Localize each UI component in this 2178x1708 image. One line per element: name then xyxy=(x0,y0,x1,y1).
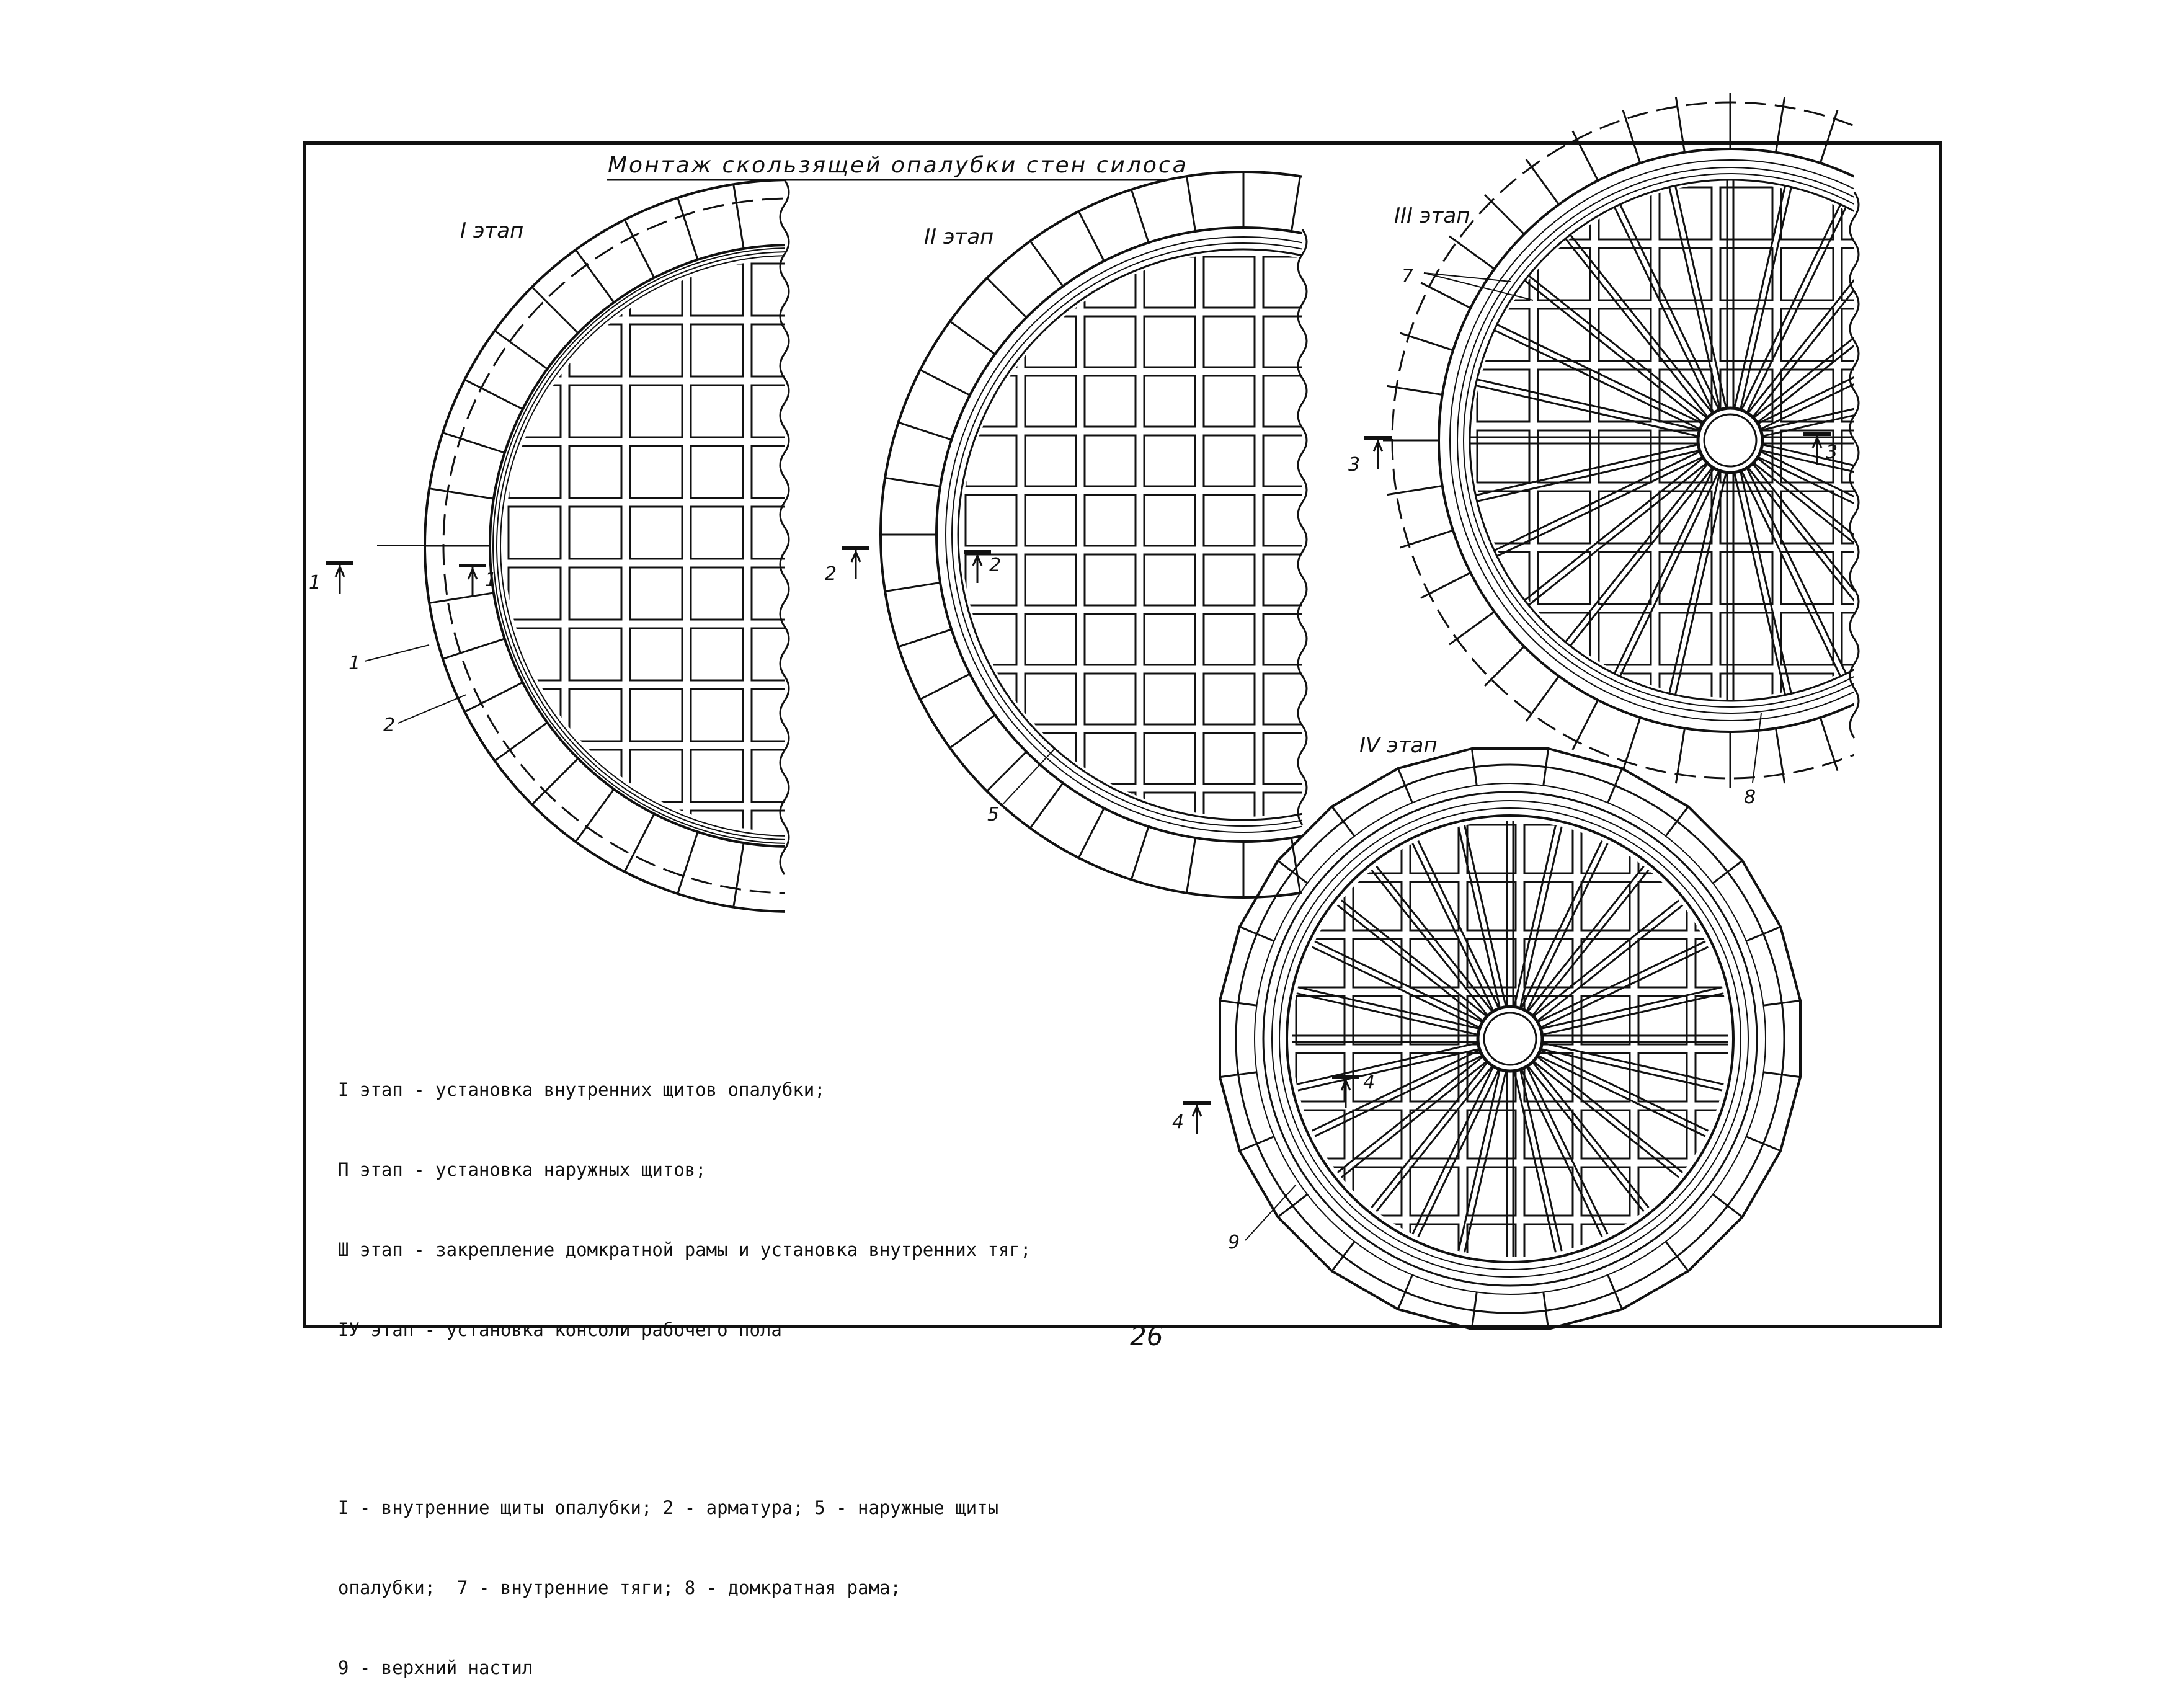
section-mark-2-right: 2 xyxy=(989,554,1002,576)
legend-line-1: I этап - установка внутренних щитов опалубки; xyxy=(338,1079,825,1100)
legend-line-6: опалубки; 7 - внутренние тяги; 8 - домкратная рама; xyxy=(338,1577,901,1598)
section-mark-4-left: 4 xyxy=(1172,1111,1185,1133)
section-mark-1-left: 1 xyxy=(309,572,321,594)
drawing-title: Монтаж скользящей опалубки стен силоса xyxy=(608,153,1188,178)
stage-3-plan xyxy=(1364,93,2078,788)
section-mark-2-left: 2 xyxy=(825,563,837,585)
callout-5: 5 xyxy=(987,804,1000,825)
legend-line-3: Ш этап - закрепление домкратной рамы и установка внутренних тяг; xyxy=(338,1239,1031,1260)
callout-1: 1 xyxy=(349,652,361,674)
section-mark-4-right: 4 xyxy=(1363,1072,1376,1093)
legend-line-2: П этап - установка наружных щитов; xyxy=(338,1159,706,1180)
callout-8: 8 xyxy=(1744,786,1756,808)
page-number: 26 xyxy=(1130,1321,1163,1351)
stage-2-label: II этап xyxy=(924,225,994,249)
section-mark-3-right: 3 xyxy=(1826,442,1838,463)
section-mark-3-left: 3 xyxy=(1348,454,1361,476)
callout-7: 7 xyxy=(1402,265,1414,287)
stage-1-label: I этап xyxy=(460,218,524,243)
stage-4-plan xyxy=(1183,749,1800,1329)
callout-2: 2 xyxy=(383,714,396,736)
legend xyxy=(338,1023,1031,1708)
legend-gap xyxy=(338,1397,1031,1441)
legend-line-7: 9 - верхний настил xyxy=(338,1657,533,1678)
stage-4-label: IV этап xyxy=(1359,733,1438,758)
section-mark-1-right: 1 xyxy=(485,569,497,591)
callout-9: 9 xyxy=(1228,1232,1240,1253)
legend-line-4: IУ этап - установка консоли рабочего пола xyxy=(338,1319,782,1340)
stage-3-label: III этап xyxy=(1394,203,1470,228)
stage-2-plan xyxy=(842,172,1606,897)
legend-line-5: I - внутренние щиты опалубки; 2 - арматура; 5 - наружные щиты xyxy=(338,1497,999,1518)
